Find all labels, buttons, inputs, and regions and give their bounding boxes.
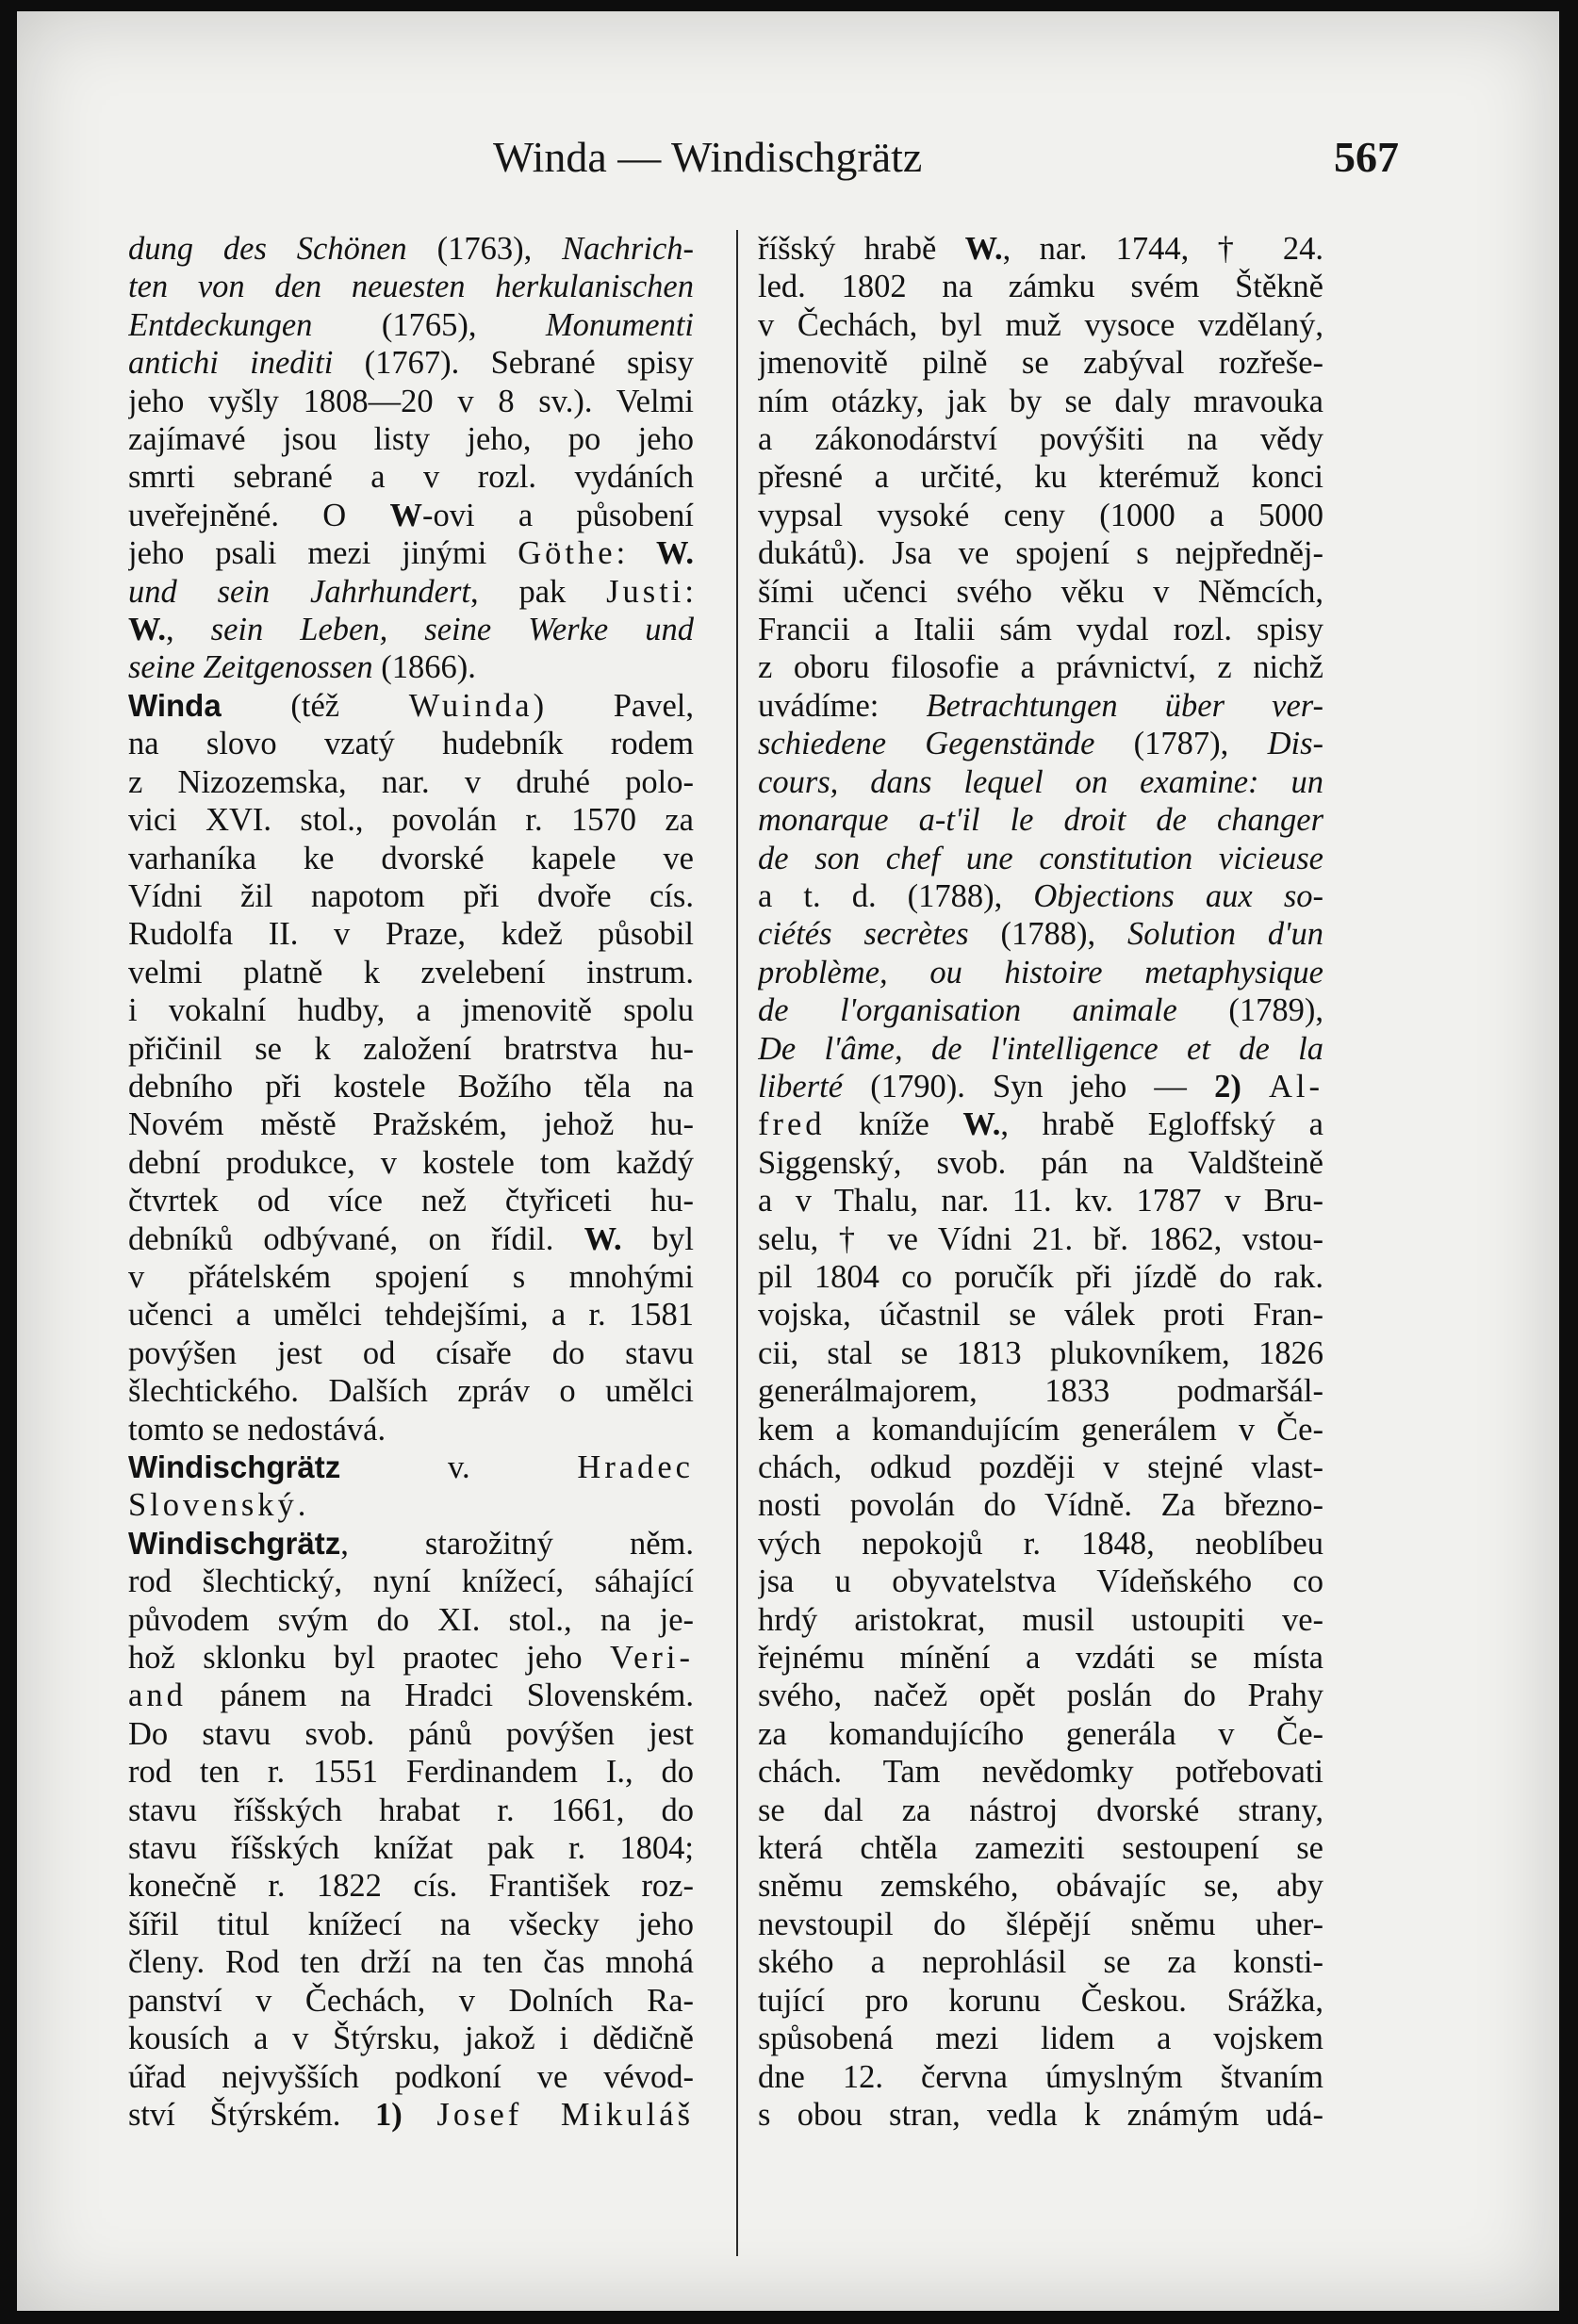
text-segment: dební produkce, v kostele tom každý xyxy=(128,1144,694,1181)
text-line xyxy=(128,687,694,725)
text-line xyxy=(758,1792,1323,1829)
text-line xyxy=(758,1563,1323,1600)
text-segment: panství v Čechách, v Dolních Ra- xyxy=(128,1982,694,2019)
text-segment: sein Leben, seine Werke und xyxy=(210,612,694,648)
text-segment: chách. Tam nevědomky potřebovati xyxy=(758,1754,1323,1791)
text-line xyxy=(758,801,1323,839)
text-line xyxy=(128,458,694,496)
text-segment: Betrachtungen über ver- xyxy=(926,687,1323,724)
text-line xyxy=(128,1258,694,1296)
text-line xyxy=(128,877,694,915)
text-line xyxy=(128,611,694,648)
text-line xyxy=(128,991,694,1029)
text-line xyxy=(758,877,1323,915)
text-line xyxy=(758,1334,1323,1372)
text-line xyxy=(758,1220,1323,1258)
text-line xyxy=(758,2096,1323,2134)
text-segment: jeho psali mezi jinými xyxy=(128,535,518,572)
text-line xyxy=(128,1296,694,1334)
text-segment: monarque a-t'il le droit de changer xyxy=(758,802,1323,839)
text-line xyxy=(758,1030,1323,1068)
text-line xyxy=(128,1906,694,1943)
text-line xyxy=(128,1639,694,1677)
text-segment: Justi xyxy=(606,573,685,610)
text-line xyxy=(758,991,1323,1029)
text-segment: uveřejněné. O xyxy=(128,497,390,533)
text-segment: Nachrich- xyxy=(562,231,694,267)
text-segment: -ovi a působení xyxy=(421,497,694,533)
text-line xyxy=(128,268,694,305)
text-segment: a zákonodárství povýšiti na vědy xyxy=(758,421,1323,458)
text-segment: a v Thalu, nar. 11. kv. 1787 v Bru- xyxy=(758,1183,1323,1219)
text-line xyxy=(758,1982,1323,2020)
text-segment: povýšen jest od císaře do stavu xyxy=(128,1334,694,1371)
text-segment: vých nepokojů r. 1848, neoblíbeu xyxy=(758,1525,1323,1562)
text-line xyxy=(128,1486,694,1524)
text-line xyxy=(128,1411,694,1448)
text-line xyxy=(758,1715,1323,1753)
text-segment: šími učenci svého věku v Němcích, xyxy=(758,573,1323,610)
text-line xyxy=(128,1525,694,1563)
text-segment: Francii a Italii sám vydal rozl. spisy xyxy=(758,612,1323,648)
text-line xyxy=(128,306,694,344)
text-line xyxy=(758,2058,1323,2096)
text-line xyxy=(128,801,694,839)
text-segment: Solution d'un xyxy=(1126,916,1323,953)
text-segment: konečně r. 1822 cís. František roz- xyxy=(128,1868,694,1905)
text-line xyxy=(758,1486,1323,1524)
text-segment: rod šlechtický, nyní knížecí, sáhající xyxy=(128,1563,694,1600)
text-segment: , hrabě Egloffský a xyxy=(1000,1106,1323,1143)
text-line xyxy=(128,1144,694,1182)
text-segment: . xyxy=(297,1487,306,1524)
text-line xyxy=(128,1372,694,1410)
text-segment: na slovo vzatý hudebník rodem xyxy=(128,726,694,762)
text-line xyxy=(128,230,694,268)
text-line xyxy=(128,1943,694,1981)
text-line xyxy=(758,1601,1323,1639)
text-segment: Objections aux so- xyxy=(1033,877,1323,914)
column-divider xyxy=(736,230,738,2256)
text-line xyxy=(758,2020,1323,2057)
text-segment: schiedene Gegenstände xyxy=(758,726,1095,762)
text-line xyxy=(128,1753,694,1791)
text-line xyxy=(128,840,694,877)
text-segment: fred xyxy=(758,1106,826,1143)
text-segment: jsa u obyvatelstva Vídeňského co xyxy=(758,1563,1323,1600)
page-number: 567 xyxy=(1334,133,1399,181)
text-segment: přičinil se k založení bratrstva hu- xyxy=(128,1030,694,1067)
text-line xyxy=(758,1144,1323,1182)
text-line xyxy=(128,497,694,534)
text-segment: Al- xyxy=(1269,1068,1323,1105)
text-line xyxy=(758,1105,1323,1143)
text-segment: generálmajorem, 1833 podmaršál- xyxy=(758,1373,1323,1410)
entry-headword: Windischgrätz xyxy=(128,1525,341,1561)
text-segment: šířil titul knížecí na všecky jeho xyxy=(128,1906,694,1942)
text-line xyxy=(128,1982,694,2020)
text-line xyxy=(758,648,1323,686)
text-line xyxy=(128,1030,694,1068)
text-line xyxy=(758,230,1323,268)
text-segment: kem a komandujícím generálem v Če- xyxy=(758,1411,1323,1448)
text-segment: úřad nejvyšších podkoní ve vévod- xyxy=(128,2058,694,2095)
text-line xyxy=(758,954,1323,991)
text-segment: rod ten r. 1551 Ferdinandem I., do xyxy=(128,1754,694,1791)
entry-headword: Windischgrätz xyxy=(128,1449,341,1484)
text-segment: dung des Schönen xyxy=(128,231,407,267)
text-segment: (1790). Syn jeho — xyxy=(843,1068,1215,1105)
text-segment: W. xyxy=(656,535,694,572)
text-line xyxy=(128,1182,694,1219)
text-line xyxy=(758,1943,1323,1981)
text-segment: selu, † ve Vídni 21. bř. 1862, vstou- xyxy=(758,1220,1323,1257)
text-line xyxy=(758,1372,1323,1410)
text-segment: , xyxy=(165,612,211,648)
text-line xyxy=(758,383,1323,420)
text-segment: hrdý aristokrat, musil ustoupiti ve- xyxy=(758,1601,1323,1638)
text-segment: Slovenský xyxy=(128,1487,298,1524)
text-segment: zajímavé jsou listy jeho, po jeho xyxy=(128,421,694,458)
text-segment: stavu říšských hrabat r. 1661, do xyxy=(128,1792,694,1828)
text-segment: jeho vyšly 1808—20 v 8 sv.). Velmi xyxy=(128,383,694,419)
text-segment: de son chef une constitution vicieuse xyxy=(758,840,1323,876)
text-line xyxy=(758,1677,1323,1714)
text-segment: kníže xyxy=(825,1106,963,1143)
text-segment: Rudolfa II. v Praze, kdež působil xyxy=(128,916,694,953)
text-segment: W. xyxy=(962,1106,1001,1143)
text-segment: varhaníka ke dvorské kapele ve xyxy=(128,840,694,876)
text-line xyxy=(128,725,694,762)
text-segment: 1) xyxy=(375,2096,403,2133)
text-segment: v Čechách, byl muž vysoce vzdělaný, xyxy=(758,306,1323,343)
text-segment: W. xyxy=(128,612,166,648)
text-segment: nevstoupil do šlépějí sněmu uher- xyxy=(758,1906,1323,1942)
text-segment: přesné a určité, ku kterémuž konci xyxy=(758,459,1323,496)
text-segment: nosti povolán do Vídně. Za březno- xyxy=(758,1487,1323,1524)
text-segment: původem svým do XI. stol., na je- xyxy=(128,1601,694,1638)
text-line xyxy=(758,420,1323,458)
text-line xyxy=(128,1792,694,1829)
text-segment: debníků odbývané, on řídil. xyxy=(128,1220,584,1257)
text-segment: vici XVI. stol., povolán r. 1570 za xyxy=(128,802,694,839)
text-segment: smrti sebrané a v rozl. vydáních xyxy=(128,459,694,496)
text-segment xyxy=(1241,1069,1269,1105)
text-segment: Monumenti xyxy=(545,306,694,343)
text-line xyxy=(128,534,694,572)
text-line xyxy=(128,763,694,801)
text-line xyxy=(758,1296,1323,1334)
text-segment: W. xyxy=(584,1220,622,1257)
text-segment: Veri- xyxy=(610,1640,694,1677)
text-segment: spůsobená mezi lidem a vojskem xyxy=(758,2021,1323,2057)
text-segment: dne 12. června úmyslným štvaním xyxy=(758,2058,1323,2095)
text-segment: Vídni žil napotom při dvoře cís. xyxy=(128,877,694,914)
running-header xyxy=(17,123,1559,188)
text-segment: sněmu zemského, obávajíc se, aby xyxy=(758,1868,1323,1905)
text-segment: pil 1804 co poručík při jízdě do rak. xyxy=(758,1258,1323,1295)
text-line xyxy=(758,611,1323,648)
text-line xyxy=(758,268,1323,305)
text-segment: Do stavu svob. pánů povýšen jest xyxy=(128,1715,694,1752)
text-line xyxy=(128,1601,694,1639)
text-segment: und sein Jahrhundert xyxy=(128,573,470,610)
entry-headword: Winda xyxy=(128,687,222,723)
text-line xyxy=(758,1448,1323,1486)
text-segment: jmenovitě pilně se zabýval rozřeše- xyxy=(758,345,1323,382)
text-segment: svého, načež opět poslán do Prahy xyxy=(758,1678,1323,1714)
text-line xyxy=(128,1715,694,1753)
text-segment: liberté xyxy=(758,1068,844,1105)
text-segment: : xyxy=(684,573,694,610)
text-line xyxy=(758,763,1323,801)
text-segment: uvádíme: xyxy=(758,687,927,724)
text-segment: v přátelském spojení s mnohými xyxy=(128,1258,694,1295)
text-segment: Josef Mikuláš xyxy=(436,2096,694,2133)
text-segment: 2) xyxy=(1214,1068,1241,1105)
text-segment: ten von den neuesten herkulanischen xyxy=(128,269,694,305)
text-segment: která chtěla zameziti sestoupení se xyxy=(758,1830,1323,1867)
text-segment: , nar. 1744, † 24. xyxy=(1002,231,1323,267)
text-segment: a t. d. (1788), xyxy=(758,877,1034,914)
text-line xyxy=(128,1563,694,1600)
text-segment: chách, odkud později v stejné vlast- xyxy=(758,1449,1323,1485)
text-segment: ) Pavel, xyxy=(533,687,694,724)
text-segment: : xyxy=(616,535,657,572)
text-segment: led. 1802 na zámku svém Štěkně xyxy=(758,269,1323,305)
text-segment: Dis- xyxy=(1267,726,1323,762)
text-segment: (1787), xyxy=(1094,726,1268,762)
text-line xyxy=(758,840,1323,877)
text-segment: byl xyxy=(621,1220,694,1257)
text-segment: vojska, účastnil se válek proti Fran- xyxy=(758,1297,1323,1334)
text-segment: kousích a v Štýrsku, jakož i dědičně xyxy=(128,2021,694,2057)
text-line xyxy=(128,954,694,991)
left-column xyxy=(128,230,694,2134)
text-segment: tující pro korunu Českou. Srážka, xyxy=(758,1982,1323,2019)
header-title: Winda — Windischgrätz xyxy=(493,133,923,181)
text-segment: velmi platně k zvelebení instrum. xyxy=(128,954,694,990)
text-segment: hož sklonku byl praotec jeho xyxy=(128,1640,611,1677)
text-line xyxy=(758,458,1323,496)
text-segment: cii, stal se 1813 plukovníkem, 1826 xyxy=(758,1334,1323,1371)
text-segment: Novém městě Pražském, jehož hu- xyxy=(128,1106,694,1143)
text-line xyxy=(758,1906,1323,1943)
text-segment: ského a neprohlásil se za konsti- xyxy=(758,1944,1323,1981)
text-segment: s obou stran, vedla k známým udá- xyxy=(758,2096,1323,2133)
text-segment: , pak xyxy=(469,573,607,610)
text-segment: se dal za nástroj dvorské strany, xyxy=(758,1792,1323,1828)
text-line xyxy=(758,306,1323,344)
text-line xyxy=(128,1068,694,1105)
text-segment: problème, ou histoire metaphysique xyxy=(758,954,1323,990)
text-line xyxy=(758,1829,1323,1867)
text-segment: tomto se nedostává. xyxy=(128,1411,386,1448)
text-segment: i vokalní hudby, a jmenovitě spolu xyxy=(128,992,694,1029)
text-line xyxy=(758,344,1323,382)
right-column xyxy=(758,230,1323,2134)
text-segment: de l'organisation animale xyxy=(758,992,1177,1029)
text-line xyxy=(758,1753,1323,1791)
text-line xyxy=(128,1334,694,1372)
text-line xyxy=(758,687,1323,725)
text-segment: and xyxy=(128,1678,187,1714)
text-line xyxy=(128,573,694,611)
text-segment: říšský hrabě xyxy=(758,231,965,267)
text-segment: (1789), xyxy=(1176,992,1323,1029)
text-line xyxy=(758,1068,1323,1105)
text-segment: za komandujícího generála v Če- xyxy=(758,1715,1323,1752)
text-segment: (1767). Sebrané spisy xyxy=(333,345,694,382)
text-segment: ciétés secrètes xyxy=(758,916,969,953)
text-segment: pánem na Hradci Slovenském. xyxy=(186,1678,694,1714)
text-line xyxy=(128,2096,694,2134)
text-line xyxy=(758,1411,1323,1448)
text-line xyxy=(758,1525,1323,1563)
text-segment: , starožitný něm. xyxy=(340,1525,694,1562)
text-line xyxy=(128,648,694,686)
text-segment: v. xyxy=(340,1449,578,1485)
text-line xyxy=(758,725,1323,762)
text-line xyxy=(128,2020,694,2057)
text-segment: W. xyxy=(964,231,1003,267)
text-segment: (1866). xyxy=(372,649,476,686)
text-segment: z oboru filosofie a právnictví, z nichž xyxy=(758,649,1323,686)
text-segment: Siggenský, svob. pán na Valdšteině xyxy=(758,1144,1323,1181)
text-segment xyxy=(403,2097,437,2133)
text-segment: řejnému mínění a vzdáti se místa xyxy=(758,1640,1323,1677)
text-segment: stavu říšských knížat pak r. 1804; xyxy=(128,1830,694,1867)
text-line xyxy=(128,1220,694,1258)
text-segment: členy. Rod ten drží na ten čas mnohá xyxy=(128,1944,694,1981)
text-line xyxy=(128,915,694,953)
text-segment: čtvrtek od více než čtyřiceti hu- xyxy=(128,1183,694,1219)
text-segment: Hradec xyxy=(577,1449,694,1485)
text-segment: (1765), xyxy=(312,306,546,343)
text-segment: W xyxy=(389,497,422,533)
text-line xyxy=(128,420,694,458)
text-segment: dukátů). Jsa ve spojení s nejpředněj- xyxy=(758,535,1323,572)
text-segment: cours, dans lequel on examine: un xyxy=(758,763,1323,800)
text-line xyxy=(128,1677,694,1714)
text-segment: ství Štýrském. xyxy=(128,2096,376,2133)
text-line xyxy=(128,2058,694,2096)
text-line xyxy=(758,573,1323,611)
text-segment: (1763), xyxy=(406,231,563,267)
text-segment: (též xyxy=(221,687,409,724)
text-segment: šlechtického. Dalších zpráv o umělci xyxy=(128,1373,694,1410)
text-line xyxy=(128,344,694,382)
text-line xyxy=(758,1867,1323,1905)
book-page xyxy=(17,11,1559,2311)
text-line xyxy=(758,497,1323,534)
text-segment: antichi inediti xyxy=(128,345,334,382)
text-segment: učenci a umělci tehdejšími, a r. 1581 xyxy=(128,1297,694,1334)
text-segment: seine Zeitgenossen xyxy=(128,649,373,686)
text-line xyxy=(128,1448,694,1486)
text-segment: De l'âme, de l'intelligence et de la xyxy=(758,1030,1323,1067)
text-line xyxy=(128,1867,694,1905)
text-segment: z Nizozemska, nar. v druhé polo- xyxy=(128,763,694,800)
text-segment: vypsal vysoké ceny (1000 a 5000 xyxy=(758,497,1323,533)
text-line xyxy=(128,1829,694,1867)
text-segment: Göthe xyxy=(518,535,616,572)
text-segment: Entdeckungen xyxy=(128,306,313,343)
text-segment: (1788), xyxy=(968,916,1127,953)
text-line xyxy=(758,534,1323,572)
text-line xyxy=(128,383,694,420)
text-segment: Wuinda xyxy=(408,687,534,724)
text-line xyxy=(758,915,1323,953)
text-segment: debního při kostele Božího těla na xyxy=(128,1068,694,1105)
text-line xyxy=(758,1258,1323,1296)
text-line xyxy=(128,1105,694,1143)
text-segment: ním otázky, jak by se daly mravouka xyxy=(758,383,1323,419)
text-line xyxy=(758,1639,1323,1677)
text-line xyxy=(758,1182,1323,1219)
